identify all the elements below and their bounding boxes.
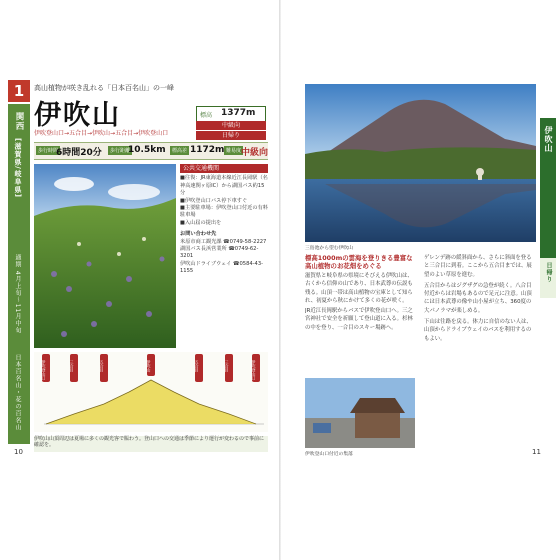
stat-value-distance: 10.5km (128, 145, 166, 155)
profile-point-3: 五合目 (99, 360, 105, 372)
page-number-right: 11 (532, 448, 541, 456)
page-title: 伊吹山 (34, 100, 121, 131)
body-column-1 (305, 254, 417, 374)
side-tab-title: 伊吹山 (544, 126, 553, 153)
body-text: ゲレンデ跡の緩斜面から、さらに斜面を登ると三合目に到着。ここから五合目までは、展望のよい草原を進む。 (424, 255, 532, 278)
info-line: 湖国バス長浜営業所 ☎0749-62-3201 (180, 246, 259, 260)
profile-point-6: 三合目 (224, 360, 230, 372)
lake-mountain-photo (305, 84, 536, 242)
stats-row (34, 142, 268, 160)
info-line: お問い合わせ先 (180, 231, 217, 238)
side-band (8, 104, 30, 444)
profile-point-4: 伊吹山 (146, 360, 152, 372)
level-badge: 中級向 (196, 121, 266, 130)
body-lead: 標高1000mの雲海を登りきる豊富な高山植物のお花畑をめぐる (305, 254, 413, 270)
info-line: ■入山届の提出を (180, 219, 222, 226)
profile-point-1: 伊吹登山口 (41, 360, 47, 380)
body-text: 五合目からはジグザグの急登が続く。八合目付近からは岩場もあるので足元に注意。山頂には日本武尊の像や山小屋が立ち、360度の大パノラマが楽しめる。 (424, 282, 532, 314)
body-column-2 (424, 254, 536, 450)
village-illustration (305, 378, 415, 448)
days-badge: 日帰り (196, 131, 266, 140)
profile-point-5: 五合目 (194, 360, 200, 372)
area-label: [滋賀県/岐阜県] (14, 138, 22, 198)
stat-value-diff: 1172m (190, 145, 225, 155)
lake-illustration (305, 84, 536, 242)
page-number-left: 10 (14, 448, 23, 456)
stat-label-time: 歩行時間 (38, 148, 59, 154)
elevation-box (196, 106, 266, 122)
region-label: 関西 (14, 112, 24, 131)
mountain-meadow-photo (34, 164, 176, 348)
stat-value-level: 中級向 (241, 148, 269, 158)
info-column (180, 164, 268, 348)
page-gutter (279, 0, 281, 560)
small-photo-caption: 伊吹登山口付近の集落 (305, 452, 353, 457)
side-tab-light (540, 258, 556, 298)
info-line: ■伊吹登山口バス停下車すぐ (180, 197, 248, 204)
chapter-number: 1 (8, 80, 30, 102)
stat-label-level: 難易度 (226, 148, 242, 154)
info-line: ■主要駐車場：伊吹登山口付近の有料駐車場 (180, 205, 268, 219)
stat-label-diff: 標高差 (172, 148, 188, 154)
info-line: ■往復：JR東海道本線近江長岡駅（名神高速関ヶ原IC）から湖国バス約15分 (180, 175, 268, 197)
stat-value-time: 6時間20分 (56, 148, 102, 158)
village-photo (305, 378, 415, 448)
elevation-label: 標高 (200, 112, 213, 119)
stat-label-distance: 歩行距離 (110, 148, 131, 154)
meta-note: 日本百名山・花の百名山 (14, 354, 21, 431)
body-text: 滋賀県と岐阜県の県境にそびえる伊吹山は、古くから信仰の山であり、日本武尊の伝説も残る。山頂一帯は高山植物の宝庫として知られ、初夏から秋にかけて多くの花が咲く。 (305, 273, 413, 304)
profile-chart (34, 352, 268, 432)
profile-point-7: 伊吹登山口 (251, 360, 257, 380)
profile-point-2: 三合目 (69, 360, 75, 372)
info-line: 伊吹山ドライブウェイ ☎0584-43-1155 (180, 260, 264, 275)
body-text: JR近江長岡駅からバスで伊吹登山口へ。三之宮神社で安全を祈願して登山道に入る。杉林の中を登り、一合目のスキー場跡へ。 (305, 308, 413, 331)
meadow-illustration (34, 164, 176, 348)
info-line: 米原市商工観光課 ☎0749-58-2227 (180, 238, 267, 245)
subtitle: 高山植物が咲き乱れる「日本百名山」の一峰 (34, 84, 174, 92)
body-text: 下山は往路を戻る。体力に自信のない人は、山頂からドライブウェイのバスを利用するのもよい。 (424, 319, 532, 342)
season-note: 適期 4月上旬〜11月中旬 (14, 254, 21, 335)
elevation-value: 1377m (221, 108, 256, 118)
elevation-profile (34, 352, 268, 432)
route-line: 伊吹登山口→五合目→伊吹山→五合目→伊吹登山口 (34, 130, 169, 137)
photo-caption: 三島池から望む伊吹山 (305, 246, 353, 251)
bus-note: 伊吹山山頂周辺は夏場に多くの観光客で賑わう。登山口への交通は季節により運行が変わるので事前に確認を。 (34, 436, 268, 452)
info-heading: 公共交通機関 (180, 164, 268, 173)
side-tab-band (540, 118, 556, 258)
side-tab-sub: 日帰り (545, 262, 552, 283)
